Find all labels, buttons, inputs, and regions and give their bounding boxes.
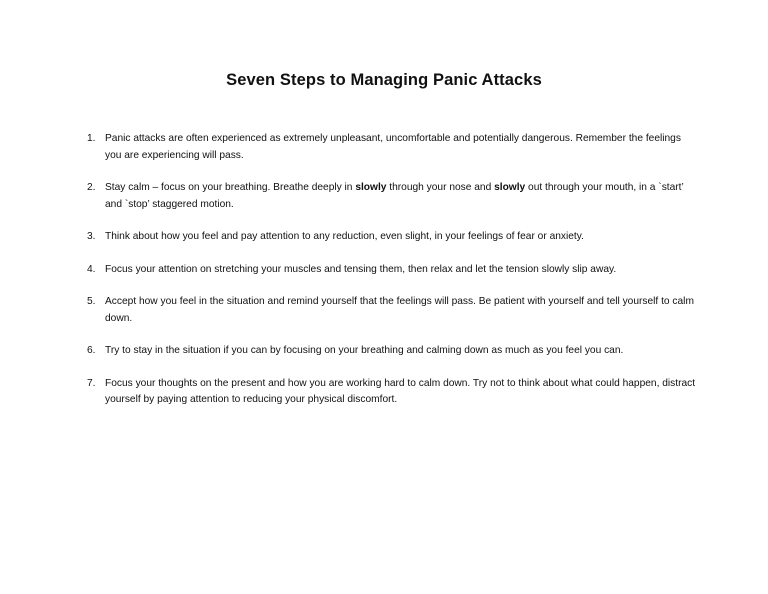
step-item	[84, 262, 699, 279]
step-number: 6.	[87, 345, 96, 356]
step-number: 5.	[87, 296, 96, 307]
step-text: Accept how you feel in the situation and remind yourself that the feelings will pass. Be patient with yourself and tell yourself to calm down.	[105, 296, 694, 324]
document-title: Seven Steps to Managing Panic Attacks	[226, 71, 542, 89]
step-item	[84, 131, 699, 164]
step-number: 3.	[87, 231, 96, 242]
emphasis: slowly	[494, 182, 526, 193]
step-text: Focus your attention on stretching your muscles and tensing them, then relax and let the tension slowly slip away.	[105, 263, 617, 275]
step-text: Stay calm – focus on your breathing. Breathe deeply in slowly through your nose and slowly out through your mouth, in a `start’ and `stop’ staggered motion.	[105, 182, 684, 210]
step-item	[84, 229, 699, 246]
step-number: 4.	[87, 263, 96, 275]
step-text: Panic attacks are often experienced as extremely unpleasant, uncomfortable and potentially dangerous. Remember the feelings you are experiencing will pass.	[105, 133, 681, 161]
step-item	[84, 180, 699, 213]
step-item	[84, 376, 699, 409]
step-number: 1.	[87, 133, 96, 144]
step-number: 7.	[87, 377, 96, 389]
step-text: Think about how you feel and pay attention to any reduction, even slight, in your feelings of fear or anxiety.	[105, 231, 584, 242]
step-text: Try to stay in the situation if you can by focusing on your breathing and calming down as much as you feel you can.	[105, 345, 624, 356]
step-item	[84, 343, 699, 360]
step-number: 2.	[87, 182, 96, 193]
step-item	[84, 294, 699, 327]
emphasis: slowly	[355, 182, 387, 193]
step-text: Focus your thoughts on the present and how you are working hard to calm down. Try not to think about what could happen, distract yourself by paying attention to reducing your physical discomfort.	[105, 377, 696, 405]
steps-list	[84, 131, 699, 425]
